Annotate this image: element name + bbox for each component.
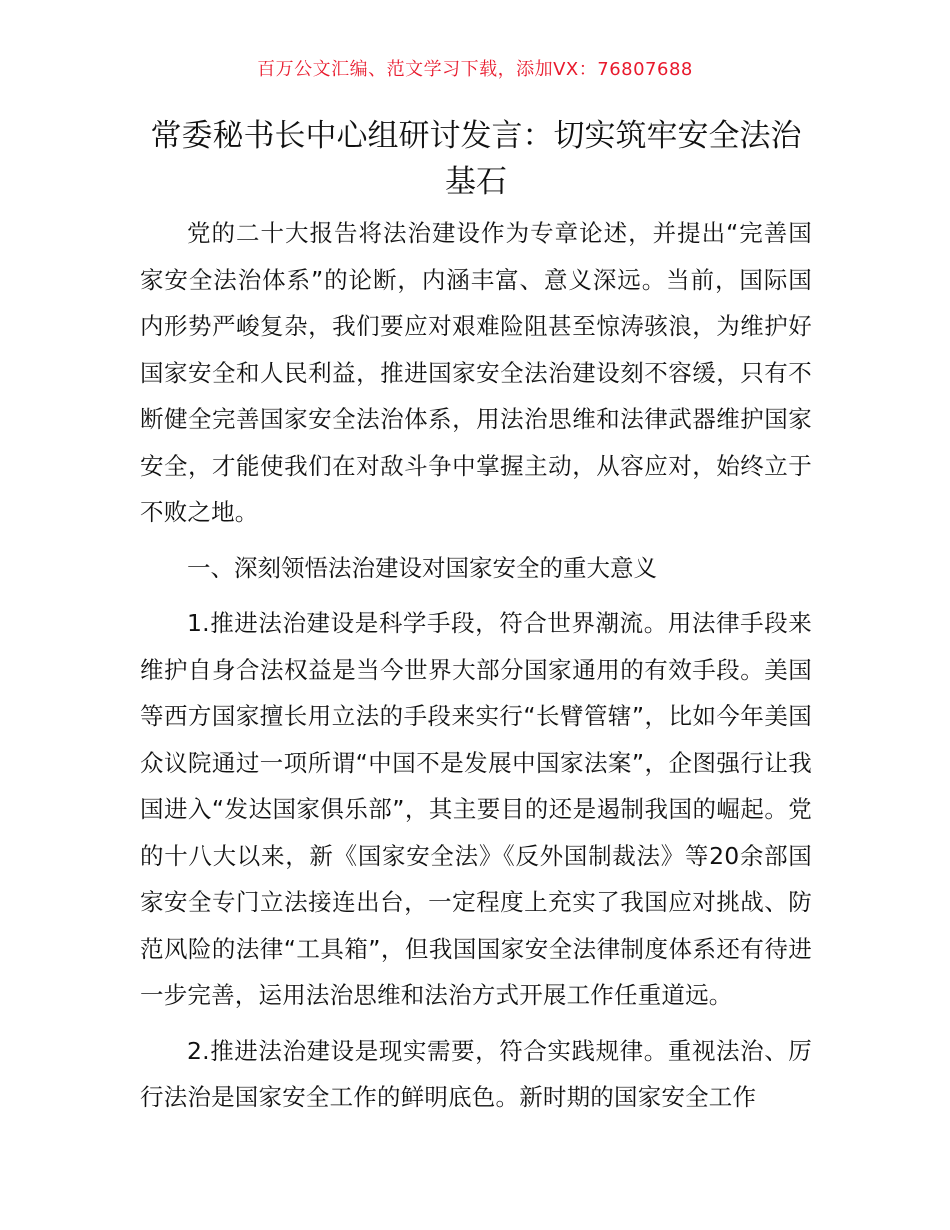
point-2-paragraph: 2.推进法治建设是现实需要，符合实践规律。重视法治、厉行法治是国家安全工作的鲜明底色。新时期的国家安全工作 xyxy=(140,1036,812,1111)
intro-paragraph: 党的二十大报告将法治建设作为专章论述，并提出“完善国家安全法治体系”的论断，内涵丰富、意义深远。当前，国际国内形势严峻复杂，我们要应对艰难险阻甚至惊涛骇浪，为维护好国家安全和人民利益，推进国家安全法治建设刻不容缓，只有不断健全完善国家安全法治体系，用法治思维和法律武器维护国家安全，才能使我们在对敌斗争中掌握主动，从容应对，始终立于不败之地。 xyxy=(140,219,812,526)
document-body xyxy=(140,210,812,1121)
section-heading-1: 一、深刻领悟法治建设对国家安全的重大意义 xyxy=(187,553,657,582)
point-1-paragraph: 1.推进法治建设是科学手段，符合世界潮流。用法律手段来维护自身合法权益是当今世界大部分国家通用的有效手段。美国等西方国家擅长用立法的手段来实行“长臂管辖”，比如今年美国众议院通过一项所谓“中国不是发展中国家法案”，企图强行让我国进入“发达国家俱乐部”，其主要目的还是遏制我国的崛起。党的十八大以来，新《国家安全法》《反外国制裁法》等20余部国家安全专门立法接连出台，一定程度上充实了我国应对挑战、防范风险的法律“工具箱”，但我国国家安全法律制度体系还有待进一步完善，运用法治思维和法治方式开展工作任重道远。 xyxy=(140,609,812,1009)
document-title: 常委秘书长中心组研讨发言：切实筑牢安全法治基石 xyxy=(150,118,802,200)
promo-banner: 百万公文汇编、范文学习下载，添加VX：76807688 xyxy=(257,59,693,80)
